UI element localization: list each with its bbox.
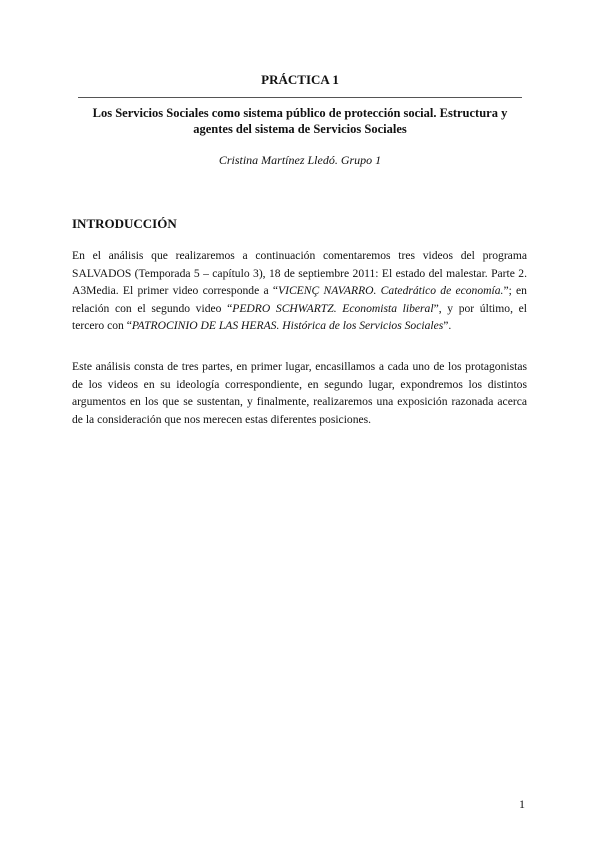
document-subtitle: Los Servicios Sociales como sistema público de protección social. Estructura y agentes del sistema de Servicios Sociales [92,106,508,136]
paragraph-text: En el análisis que realizaremos a continuación comentaremos tres videos del programa SALVADOS (Temporada 5 – capítulo 3), 18 de septiembre 2011: El estado del malestar. Parte 2. A3Media. El primer video corresponde a “ [72,249,527,297]
intro-paragraph-2: Este análisis consta de tres partes, en primer lugar, encasillamos a cada uno de los protagonistas de los videos en su ideología correspondiente, en segundo lugar, expondremos los distintos argumentos en los que se sustentan, y finalmente, realizaremos una exposición razonada acerca de la consideración que nos merecen estas diferentes posiciones. [72,360,527,426]
intro-paragraph-1 [72,247,527,335]
section-heading: INTRODUCCIÓN [72,216,177,231]
author-line: Cristina Martínez Lledó. Grupo 1 [218,153,382,167]
document-title: PRÁCTICA 1 [261,72,339,87]
video-reference-2: PEDRO SCHWARTZ. Economista liberal [232,301,434,315]
title-divider [78,97,522,98]
video-reference-1: VICENÇ NAVARRO. Catedrático de economía. [278,284,504,297]
paragraph-text: ”; en relación con el segundo video “ [72,284,527,315]
page-number: 1 [519,797,525,811]
video-reference-3: PATROCINIO DE LAS HERAS. Histórica de los Servicios Sociales [131,319,444,332]
paragraph-text: ”. [443,319,452,332]
paragraph-text: ”, y por último, el tercero con “ [72,301,527,332]
